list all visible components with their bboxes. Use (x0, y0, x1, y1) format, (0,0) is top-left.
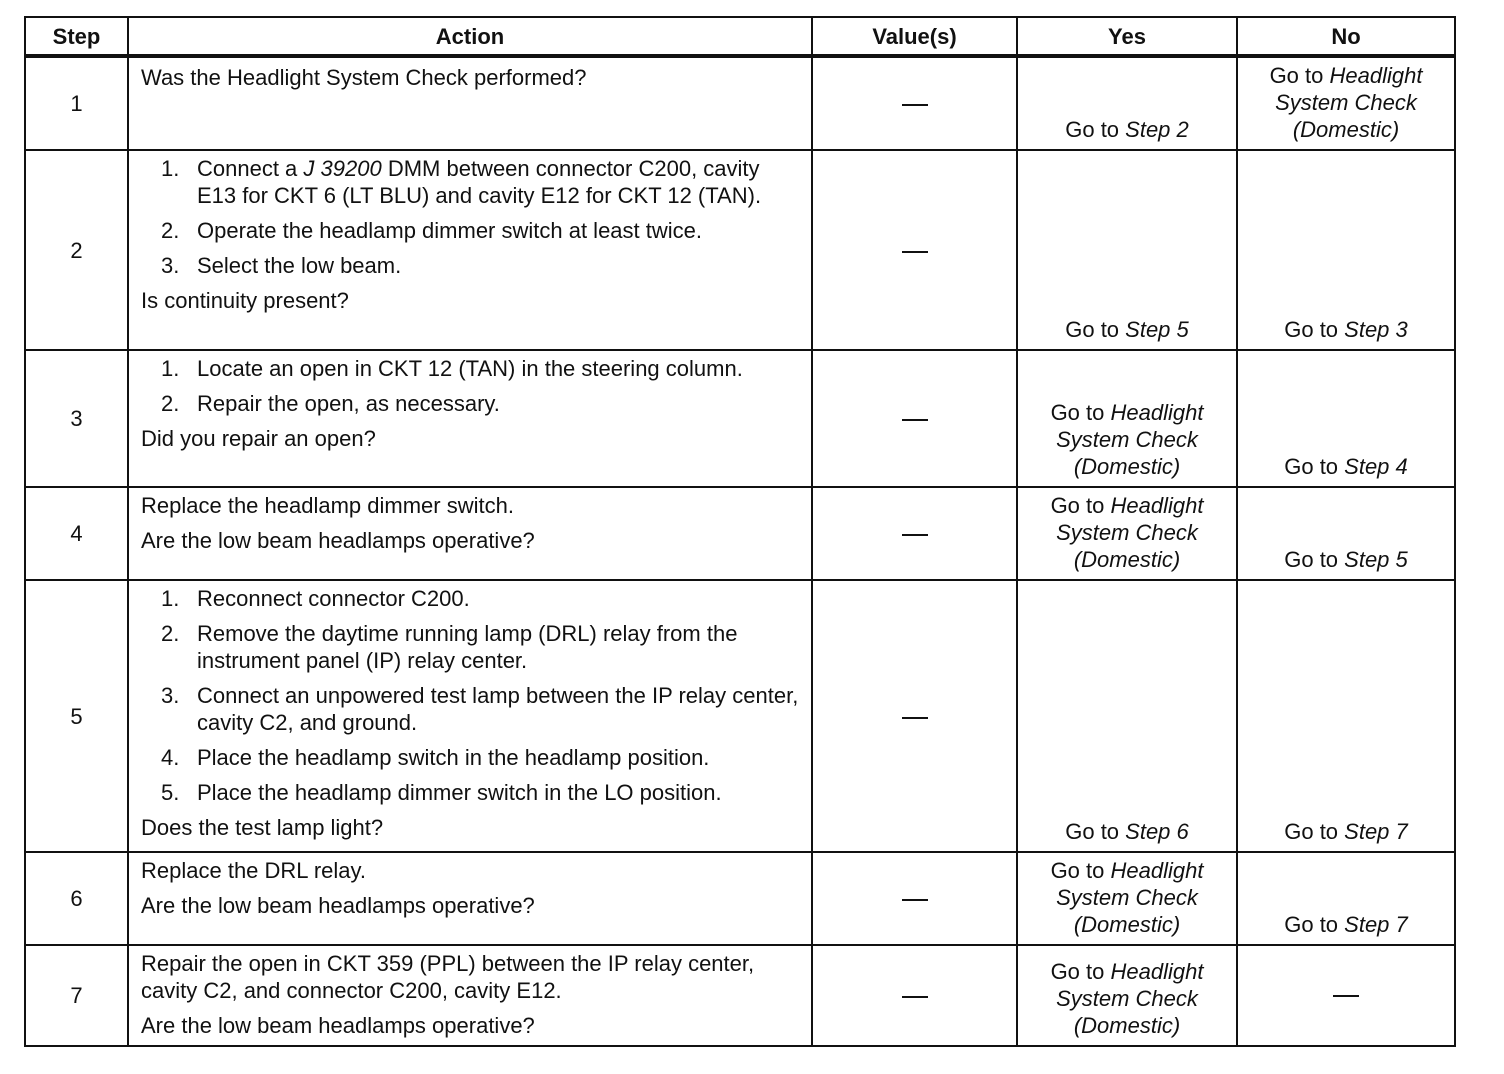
action-question: Are the low beam headlamps operative? (141, 1013, 535, 1038)
list-item: 5. Place the headlamp dimmer switch in the LO position. (161, 780, 722, 805)
yes-link[interactable]: Headlight System Check (Domestic) (1056, 959, 1204, 1038)
value-cell (812, 852, 1017, 945)
action-text: Replace the headlamp dimmer switch. (141, 493, 514, 518)
go-to-text: Go to (1284, 912, 1345, 937)
table-row (25, 56, 1455, 150)
header-action: Action (128, 17, 812, 56)
action-cell (128, 852, 812, 945)
go-to-text: Go to (1284, 547, 1345, 572)
action-text: Replace the DRL relay. (141, 858, 366, 883)
table-row (25, 945, 1455, 1046)
no-cell[interactable] (1237, 350, 1455, 487)
tool-reference: J 39200 (303, 156, 382, 181)
step-number: 3 (25, 350, 128, 487)
dash-mark (902, 419, 928, 421)
list-item: 2. Operate the headlamp dimmer switch at least twice. (161, 218, 703, 243)
step-number: 7 (25, 945, 128, 1046)
yes-link[interactable]: Step 2 (1125, 117, 1189, 142)
no-cell (1237, 945, 1455, 1046)
action-cell (128, 56, 812, 150)
action-cell (128, 945, 812, 1046)
value-cell (812, 350, 1017, 487)
instruction-list (141, 585, 801, 806)
table-row (25, 852, 1455, 945)
no-link[interactable]: Step 5 (1344, 547, 1408, 572)
list-item: 3. Select the low beam. (161, 253, 402, 278)
yes-cell[interactable] (1017, 350, 1237, 487)
no-cell[interactable] (1237, 150, 1455, 350)
yes-cell[interactable] (1017, 852, 1237, 945)
action-question: Are the low beam headlamps operative? (141, 893, 535, 918)
go-to-text: Go to (1269, 63, 1330, 88)
diagnostic-table-wrapper (24, 16, 1456, 1047)
action-question: Is continuity present? (141, 288, 349, 313)
dash-mark (902, 104, 928, 106)
header-no: No (1237, 17, 1455, 56)
go-to-text: Go to (1284, 819, 1345, 844)
step-number: 6 (25, 852, 128, 945)
dash-mark (902, 899, 928, 901)
instruction-list (141, 355, 801, 417)
go-to-text: Go to (1284, 317, 1345, 342)
go-to-text: Go to (1050, 858, 1111, 883)
list-item: 1. Reconnect connector C200. (161, 586, 470, 611)
action-cell (128, 350, 812, 487)
no-link[interactable]: Step 3 (1344, 317, 1408, 342)
dash-mark (902, 717, 928, 719)
step-number: 2 (25, 150, 128, 350)
no-cell[interactable] (1237, 580, 1455, 852)
yes-cell[interactable] (1017, 580, 1237, 852)
no-link[interactable]: Step 7 (1344, 912, 1408, 937)
table-row (25, 350, 1455, 487)
header-values: Value(s) (812, 17, 1017, 56)
list-item: 3. Connect an unpowered test lamp between the IP relay center, cavity C2, and ground. (161, 683, 799, 735)
go-to-text: Go to (1065, 117, 1126, 142)
yes-link[interactable]: Headlight System Check (Domestic) (1056, 493, 1204, 572)
action-question: Are the low beam headlamps operative? (141, 528, 535, 553)
go-to-text: Go to (1065, 317, 1126, 342)
go-to-text: Go to (1050, 493, 1111, 518)
value-cell (812, 56, 1017, 150)
action-question: Does the test lamp light? (141, 815, 384, 840)
action-cell (128, 150, 812, 350)
header-yes: Yes (1017, 17, 1237, 56)
yes-cell[interactable] (1017, 487, 1237, 580)
dash-mark (902, 996, 928, 998)
no-cell[interactable] (1237, 56, 1455, 150)
yes-cell[interactable] (1017, 56, 1237, 150)
no-cell[interactable] (1237, 852, 1455, 945)
action-cell (128, 487, 812, 580)
table-row (25, 487, 1455, 580)
value-cell (812, 487, 1017, 580)
step-number: 4 (25, 487, 128, 580)
yes-link[interactable]: Headlight System Check (Domestic) (1056, 400, 1204, 479)
list-item: 2. Repair the open, as necessary. (161, 391, 500, 416)
no-link[interactable]: Headlight System Check (Domestic) (1275, 63, 1423, 142)
yes-link[interactable]: Step 6 (1125, 819, 1189, 844)
step-number: 5 (25, 580, 128, 852)
value-cell (812, 945, 1017, 1046)
header-step: Step (25, 17, 128, 56)
dash-mark (902, 534, 928, 536)
value-cell (812, 580, 1017, 852)
no-link[interactable]: Step 4 (1344, 454, 1408, 479)
table-header-row (25, 17, 1455, 56)
go-to-text: Go to (1065, 819, 1126, 844)
diagnostic-table (24, 16, 1456, 1047)
yes-link[interactable]: Headlight System Check (Domestic) (1056, 858, 1204, 937)
list-item: 4. Place the headlamp switch in the headlamp position. (161, 745, 710, 770)
action-cell (128, 580, 812, 852)
yes-link[interactable]: Step 5 (1125, 317, 1189, 342)
value-cell (812, 150, 1017, 350)
no-link[interactable]: Step 7 (1344, 819, 1408, 844)
action-text: Was the Headlight System Check performed? (141, 65, 587, 90)
list-item: 2. Remove the daytime running lamp (DRL) relay from the instrument panel (IP) relay center. (161, 621, 738, 673)
action-question: Did you repair an open? (141, 426, 376, 451)
no-cell[interactable] (1237, 487, 1455, 580)
action-text: Repair the open in CKT 359 (PPL) between the IP relay center, cavity C2, and connector C200, cavity E12. (141, 951, 755, 1003)
list-item: 1. Locate an open in CKT 12 (TAN) in the steering column. (161, 356, 743, 381)
table-row (25, 580, 1455, 852)
go-to-text: Go to (1284, 454, 1345, 479)
yes-cell[interactable] (1017, 150, 1237, 350)
step-number: 1 (25, 56, 128, 150)
go-to-text: Go to (1050, 959, 1111, 984)
yes-cell[interactable] (1017, 945, 1237, 1046)
list-item: 1. Connect a J 39200 DMM between connector C200, cavity E13 for CKT 6 (LT BLU) and cavity E12 for CKT 12 (TAN). (161, 156, 762, 208)
table-row (25, 150, 1455, 350)
go-to-text: Go to (1050, 400, 1111, 425)
dash-mark (1333, 995, 1359, 997)
instruction-list (141, 155, 801, 279)
dash-mark (902, 251, 928, 253)
